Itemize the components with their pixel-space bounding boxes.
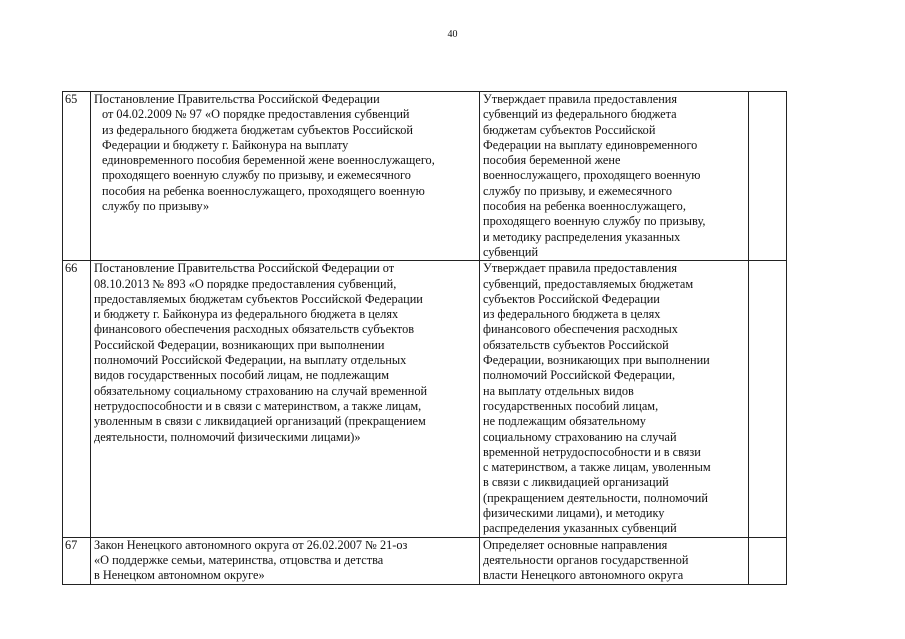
- document-effect-line: военнослужащего, проходящего военную: [483, 168, 701, 183]
- document-title-line: деятельности, полномочий физическими лицами)»: [94, 429, 361, 444]
- document-effect-line: службу по призыву, и ежемесячного: [483, 183, 672, 198]
- document-title-line: проходящего военную службу по призыву, и ежемесячного: [102, 168, 411, 183]
- document-title-line: Постановление Правительства Российской Федерации от: [94, 261, 395, 276]
- document-effect-line: пособия на ребенка военнослужащего,: [483, 199, 686, 214]
- empty-cell: [749, 261, 787, 537]
- document-title-line: пособия на ребенка военнослужащего, проходящего военную: [102, 183, 425, 198]
- document-title-cell: [91, 92, 480, 261]
- document-effect-line: Утверждает правила предоставления: [483, 261, 678, 276]
- document-effect-line: субвенций из федерального бюджета: [483, 107, 677, 122]
- page-number: 40: [447, 29, 458, 40]
- document-effect-line: деятельности органов государственной: [483, 552, 689, 567]
- document-title-line: предоставляемых бюджетам субъектов Российской Федерации: [94, 291, 423, 306]
- document-title-cell: [91, 261, 480, 537]
- document-title-line: единовременного пособия беременной жене военнослужащего,: [102, 153, 435, 168]
- document-effect-line: в связи с ликвидацией организаций: [483, 475, 669, 490]
- document-effect-line: с материнством, а также лицам, уволенным: [483, 460, 711, 475]
- document-title-cell: [91, 537, 480, 584]
- document-effect-line: на выплату отдельных видов: [483, 383, 634, 398]
- document-effect-line: пособия беременной жене: [483, 153, 621, 168]
- document-effect-line: и методику распределения указанных: [483, 229, 681, 244]
- document-effect-line: субвенций, предоставляемых бюджетам: [483, 276, 694, 291]
- document-effect-line: полномочий Российской Федерации,: [483, 368, 676, 383]
- document-effect-line: Федерации, возникающих при выполнении: [483, 353, 710, 368]
- document-effect-line: власти Ненецкого автономного округа: [483, 568, 684, 583]
- document-effect-line: (прекращением деятельности, полномочий: [483, 490, 708, 505]
- document-title-line: видов государственных пособий лицам, не подлежащим: [94, 368, 390, 383]
- row-number: 66: [63, 261, 91, 537]
- table-row: [63, 537, 787, 584]
- document-title-line: Закон Ненецкого автономного округа от 26.02.2007 № 21-оз: [94, 537, 408, 552]
- document-effect-line: из федерального бюджета в целях: [483, 307, 661, 322]
- document-effect-line: социальному страхованию на случай: [483, 429, 677, 444]
- document-title-line: из федерального бюджета бюджетам субъектов Российской: [102, 122, 413, 137]
- document-effect-line: Утверждает правила предоставления: [483, 92, 678, 106]
- document-effect-line: физическими лицами), и методику: [483, 506, 665, 521]
- document-title-line: Федерации и бюджету г. Байконура на выплату: [102, 137, 349, 152]
- document-title-line: нетрудоспособности и в связи с материнством, а также лицам,: [94, 398, 422, 413]
- document-title-line: 08.10.2013 № 893 «О порядке предоставления субвенций,: [94, 276, 397, 291]
- document-title-line: от 04.02.2009 № 97 «О порядке предоставления субвенций: [102, 107, 410, 122]
- document-effect-line: финансового обеспечения расходных: [483, 322, 678, 337]
- document-effect-line: обязательств субъектов Российской: [483, 337, 669, 352]
- document-effect-line: Определяет основные направления: [483, 537, 668, 552]
- regulations-table: [62, 91, 787, 585]
- empty-cell: [749, 92, 787, 261]
- document-effect-line: не подлежащим обязательному: [483, 414, 646, 429]
- document-title-line: в Ненецком автономном округе»: [94, 568, 265, 583]
- document-effect-line: проходящего военную службу по призыву,: [483, 214, 706, 229]
- document-title-line: финансового обеспечения расходных обязательств субъектов: [94, 322, 415, 337]
- document-title-line: «О поддержке семьи, материнства, отцовства и детства: [94, 552, 384, 567]
- document-effect-cell: [480, 92, 749, 261]
- document-title-line: службу по призыву»: [102, 199, 210, 214]
- document-effect-line: субвенций: [483, 244, 539, 259]
- empty-cell: [749, 537, 787, 584]
- document-effect-line: субъектов Российской Федерации: [483, 291, 660, 306]
- document-title-line: и бюджету г. Байконура из федерального бюджета в целях: [94, 307, 399, 322]
- document-effect-line: временной нетрудоспособности и в связи: [483, 444, 701, 459]
- document-effect-line: распределения указанных субвенций: [483, 521, 677, 536]
- table-row: [63, 261, 787, 537]
- document-title-line: Постановление Правительства Российской Федерации: [94, 92, 380, 106]
- row-number: 65: [63, 92, 91, 261]
- document-title-line: обязательному социальному страхованию на случай временной: [94, 383, 428, 398]
- document-effect-line: государственных пособий лицам,: [483, 398, 659, 413]
- row-number: 67: [63, 537, 91, 584]
- document-title-line: полномочий Российской Федерации, на выплату отдельных: [94, 353, 407, 368]
- document-title-line: уволенным в связи с ликвидацией организаций (прекращением: [94, 414, 426, 429]
- document-effect-line: бюджетам субъектов Российской: [483, 122, 656, 137]
- document-effect-cell: [480, 537, 749, 584]
- table-row: [63, 92, 787, 261]
- document-effect-line: Федерации на выплату единовременного: [483, 137, 698, 152]
- document-title-line: Российской Федерации, возникающих при выполнении: [94, 337, 385, 352]
- document-effect-cell: [480, 261, 749, 537]
